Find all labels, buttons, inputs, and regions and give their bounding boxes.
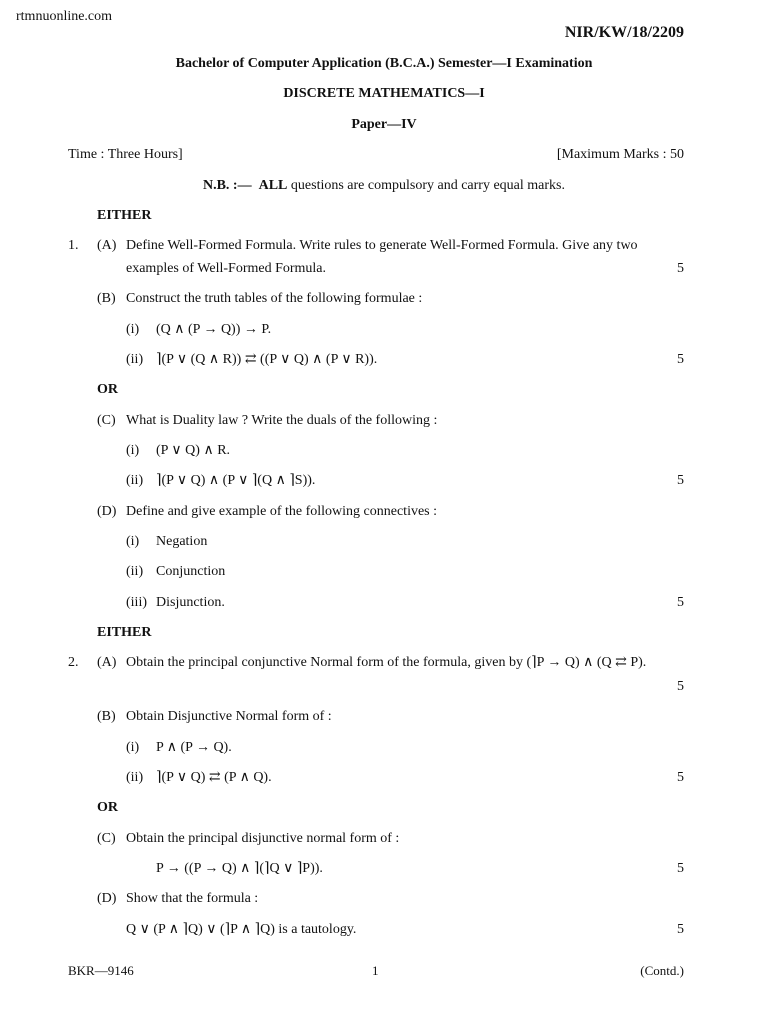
q2b-i-formula: P ∧ (P → Q). bbox=[156, 740, 232, 755]
q1d-iii-text: Disjunction. bbox=[156, 595, 225, 610]
q1c-text: What is Duality law ? Write the duals of the following : bbox=[126, 413, 438, 428]
q2d-formula: Q ∨ (P ∧ ⌉Q) ∨ (⌉P ∧ ⌉Q) is a tautology. bbox=[126, 922, 357, 937]
q1d-ii-label: (ii) bbox=[126, 564, 144, 579]
q2d-marks: 5 bbox=[677, 922, 684, 937]
q1-either-heading: EITHER bbox=[97, 208, 152, 223]
q1c-ii-formula: ⌉(P ∨ Q) ∧ (P ∨ ⌉(Q ∧ ⌉S)). bbox=[156, 473, 316, 488]
q1c-marks: 5 bbox=[677, 473, 684, 488]
q1d-label: (D) bbox=[97, 504, 117, 519]
q2d-text: Show that the formula : bbox=[126, 891, 259, 906]
q2d-label: (D) bbox=[97, 891, 117, 906]
paper-number: Paper—IV bbox=[351, 117, 417, 132]
q1-or-heading: OR bbox=[97, 382, 118, 397]
q2-or-heading: OR bbox=[97, 800, 118, 815]
time-allowed: Time : Three Hours] bbox=[68, 147, 183, 162]
q2c-label: (C) bbox=[97, 831, 116, 846]
q1c-ii-label: (ii) bbox=[126, 473, 144, 488]
q1d-iii-label: (iii) bbox=[126, 595, 147, 610]
nb-prefix: N.B. :— bbox=[202, 178, 252, 193]
q1c-label: (C) bbox=[97, 413, 116, 428]
q1b-ii-label: (ii) bbox=[126, 352, 144, 367]
q1b-i-formula: (Q ∧ (P → Q)) → P. bbox=[156, 322, 272, 337]
q1d-i-text: Negation bbox=[156, 534, 208, 549]
q2a-text: Obtain the principal conjunctive Normal form of the formula, given by (⌉P → Q) ∧ (Q ⇄ P). bbox=[126, 655, 647, 670]
q2-number: 2. bbox=[68, 655, 79, 670]
nb-text: questions are compulsory and carry equal marks. bbox=[290, 178, 565, 193]
q1a-marks: 5 bbox=[677, 261, 684, 276]
maximum-marks: [Maximum Marks : 50 bbox=[556, 147, 684, 162]
paper-code: NIR/KW/18/2209 bbox=[564, 24, 684, 41]
continued-note: (Contd.) bbox=[640, 963, 684, 978]
footer-code: BKR—9146 bbox=[68, 963, 134, 978]
q1d-i-label: (i) bbox=[126, 534, 140, 549]
q1b-ii-formula: ⌉(P ∨ (Q ∧ R)) ⇄ ((P ∨ Q) ∧ (P ∨ R)). bbox=[156, 352, 378, 367]
q2c-formula: P → ((P → Q) ∧ ⌉(⌉Q ∨ ⌉P)). bbox=[156, 861, 323, 876]
q2-either-heading: EITHER bbox=[97, 625, 152, 640]
q2c-text: Obtain the principal disjunctive normal form of : bbox=[126, 831, 400, 846]
q1c-i-label: (i) bbox=[126, 443, 140, 458]
nb-all: ALL bbox=[258, 178, 288, 193]
q1a-text-line2: examples of Well-Formed Formula. bbox=[126, 261, 327, 276]
q1b-text: Construct the truth tables of the following formulae : bbox=[126, 291, 423, 306]
q2b-marks: 5 bbox=[677, 770, 684, 785]
q2b-label: (B) bbox=[97, 709, 116, 724]
q2b-text: Obtain Disjunctive Normal form of : bbox=[126, 709, 332, 724]
q2a-label: (A) bbox=[97, 655, 117, 670]
q1a-text-line1: Define Well-Formed Formula. Write rules to generate Well-Formed Formula. Give any two bbox=[126, 238, 638, 253]
q1b-marks: 5 bbox=[677, 352, 684, 367]
q1d-text: Define and give example of the following connectives : bbox=[126, 504, 438, 519]
website-link[interactable]: rtmnuonline.com bbox=[16, 9, 113, 24]
q2b-ii-label: (ii) bbox=[126, 770, 144, 785]
q1a-label: (A) bbox=[97, 238, 117, 253]
q1-number: 1. bbox=[68, 238, 79, 253]
instructions-note bbox=[0, 177, 768, 194]
q2b-ii-formula: ⌉(P ∨ Q) ⇄ (P ∧ Q). bbox=[156, 770, 272, 785]
subject-title: DISCRETE MATHEMATICS—I bbox=[283, 86, 485, 101]
exam-title: Bachelor of Computer Application (B.C.A.) Semester—I Examination bbox=[175, 56, 593, 71]
q1b-label: (B) bbox=[97, 291, 116, 306]
q2b-i-label: (i) bbox=[126, 740, 140, 755]
q1d-ii-text: Conjunction bbox=[156, 564, 226, 579]
page-number: 1 bbox=[372, 963, 379, 978]
q2c-marks: 5 bbox=[677, 861, 684, 876]
q1d-marks: 5 bbox=[677, 595, 684, 610]
q2a-marks: 5 bbox=[677, 679, 684, 694]
q1b-i-label: (i) bbox=[126, 322, 140, 337]
q1c-i-formula: (P ∨ Q) ∧ R. bbox=[156, 443, 231, 458]
